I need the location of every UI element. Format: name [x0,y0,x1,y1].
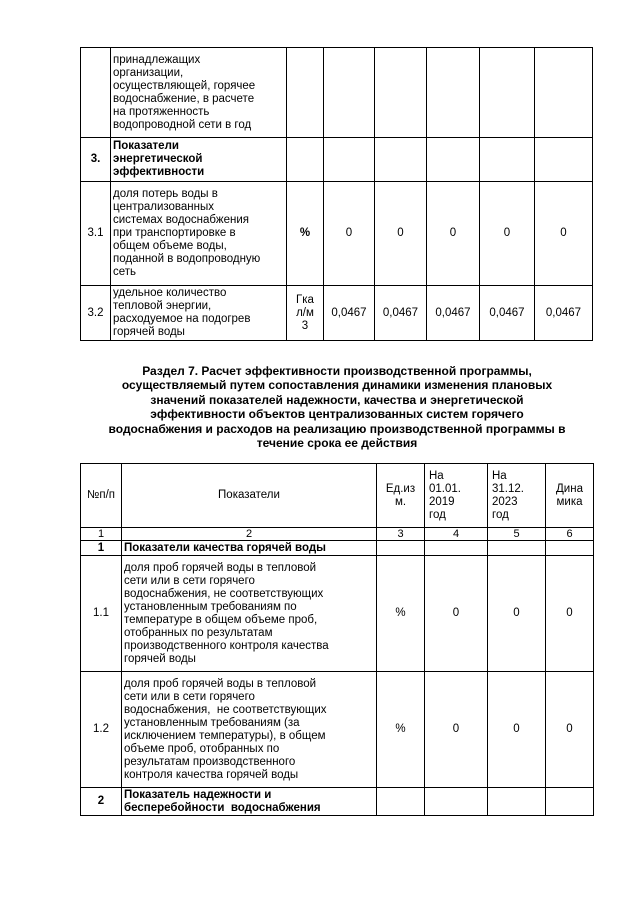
text-line: 31.12. [492,482,524,495]
text-line: горячей воды [113,326,185,338]
text-line: общем объеме воды, [113,240,227,252]
unit-cell: % [377,672,425,788]
text-line: сеть [113,266,137,278]
text-line: сети или в сети горячего [124,574,255,587]
text-line: при транспортировке в [113,227,236,239]
empty-cell [425,541,488,556]
section-heading [80,364,594,450]
value-cell [480,48,535,138]
empty-cell [488,788,546,816]
value-cell [375,138,427,182]
value-cell: 0 [427,182,480,286]
text-line: поданной в водопроводную [113,253,261,265]
header-unit [377,464,425,528]
unit-cell: % [287,182,324,286]
header-2019 [425,464,488,528]
heading-line: осуществляемый путем сопоставления динамики изменения плановых [121,378,553,393]
text-line: системах водоснабжения [113,214,249,226]
header-number: №п/п [81,464,122,528]
text-line: энергетической [113,153,203,165]
text-line: доля потерь воды в [113,188,218,200]
row-number: 3. [81,138,111,182]
column-number: 5 [488,528,546,541]
indicator-name [122,672,377,788]
text-line: результатам производственного [124,755,296,768]
text-line: Ед.из [385,482,416,495]
text-line: на протяженность [113,105,210,118]
text-line: температуре в общем объеме проб, [124,613,318,626]
empty-cell [488,541,546,556]
value-cell: 0 [425,556,488,672]
value-cell: 0 [480,182,535,286]
row-number: 1.2 [81,672,122,788]
column-number: 2 [122,528,377,541]
value-cell: 0,0467 [535,286,593,341]
empty-cell [546,541,594,556]
text-line: исключением температуры), в общем [124,729,326,742]
text-line: мика [556,495,583,508]
text-line: организации, [113,66,184,79]
text-line: доля проб горячей воды в тепловой [124,677,317,690]
text-line: водоснабжение, в расчете [113,92,255,105]
value-cell: 0 [324,182,375,286]
text-line: м. [394,495,407,508]
indicator-name [111,182,287,286]
text-line: год [429,508,446,521]
text-line: 2019 [429,495,455,508]
value-cell [480,138,535,182]
row-number: 3.1 [81,182,111,286]
text-line: контроля качества горячей воды [124,768,299,781]
text-line: Показатель надежности и [124,788,272,801]
heading-line: Раздел 7. Расчет эффективности производственной программы, [142,364,532,378]
unit-cell [287,48,324,138]
heading-line: значений показателей надежности, качества и энергетической [150,392,524,407]
text-line: Показатели [113,140,179,152]
heading-line: течение срока ее действия [256,436,418,451]
value-cell: 0,0467 [427,286,480,341]
text-line: установленным требованиям по [124,600,297,613]
row-number: 3.2 [81,286,111,341]
column-numbers-row [81,528,594,541]
text-line: год [492,508,509,521]
text-line: водопроводной сети в год [113,118,252,131]
row-number [81,48,111,138]
section-row [81,541,594,556]
text-line: установленным требованиям (за [124,716,300,729]
text-line: Дина [556,482,583,495]
row-number: 1.1 [81,556,122,672]
text-line: удельное количество [113,287,227,299]
header-dynamics [546,464,594,528]
text-line: объеме проб, отобранных по [124,742,280,755]
text-line: принадлежащих [113,53,201,66]
value-cell [427,138,480,182]
text-line: 2023 [492,495,518,508]
column-number: 4 [425,528,488,541]
value-cell: 0 [546,556,594,672]
indicator-name [122,556,377,672]
header-indicators: Показатели [122,464,377,528]
unit-cell: % [377,556,425,672]
unit-cell [287,138,324,182]
empty-cell [377,541,425,556]
text-line: горячей воды [124,652,196,665]
header-2023 [488,464,546,528]
text-line: отобранных по результатам [124,626,273,639]
empty-cell [546,788,594,816]
value-cell [324,48,375,138]
text-line: расходуемое на подогрев [113,313,251,325]
value-cell: 0,0467 [324,286,375,341]
text-line: бесперебойности водоснабжения [124,801,321,814]
section-title [122,788,377,816]
text-line: На [492,469,507,482]
text-line: осуществляющей, горячее [113,79,256,92]
table-row [81,286,593,341]
value-cell: 0 [488,556,546,672]
table-row [81,672,594,788]
value-cell [375,48,427,138]
value-cell: 0,0467 [480,286,535,341]
text-line: сети или в сети горячего [124,690,255,703]
indicator-name [111,138,287,182]
value-cell [324,138,375,182]
value-cell: 0 [546,672,594,788]
empty-cell [425,788,488,816]
table-row [81,138,593,182]
column-number: 3 [377,528,425,541]
empty-cell [377,788,425,816]
indicator-name [111,48,287,138]
value-cell: 0 [488,672,546,788]
text-line: водоснабжения, не соответствующих [124,587,324,600]
value-cell [535,48,593,138]
heading-line: эффективности объектов централизованных систем горячего [150,407,524,422]
row-number: 2 [81,788,122,816]
indicators-table-continued [80,47,593,341]
text-line: На [429,469,444,482]
table-header-row [81,464,594,528]
efficiency-table [80,463,594,816]
column-number: 1 [81,528,122,541]
text-line: эффективности [113,166,205,178]
indicator-name [111,286,287,341]
table-row [81,182,593,286]
row-number: 1 [81,541,122,556]
text-line: производственного контроля качества [124,639,329,652]
heading-line: водоснабжения и расходов на реализацию производственной программы в [108,421,566,436]
value-cell [427,48,480,138]
table-row [81,556,594,672]
section-row [81,788,594,816]
text-line: тепловой энергии, [113,300,212,312]
value-cell: 0 [375,182,427,286]
value-cell: 0,0467 [375,286,427,341]
text-line: доля проб горячей воды в тепловой [124,561,317,574]
text-line: водоснабжения, не соответствующих [124,703,327,716]
text-line: 01.01. [429,482,461,495]
unit-cell: Гка л/м 3 [287,286,324,341]
text-line: централизованных [113,201,215,213]
value-cell [535,138,593,182]
column-number: 6 [546,528,594,541]
table-row [81,48,593,138]
section-title: Показатели качества горячей воды [122,541,377,556]
value-cell: 0 [425,672,488,788]
value-cell: 0 [535,182,593,286]
